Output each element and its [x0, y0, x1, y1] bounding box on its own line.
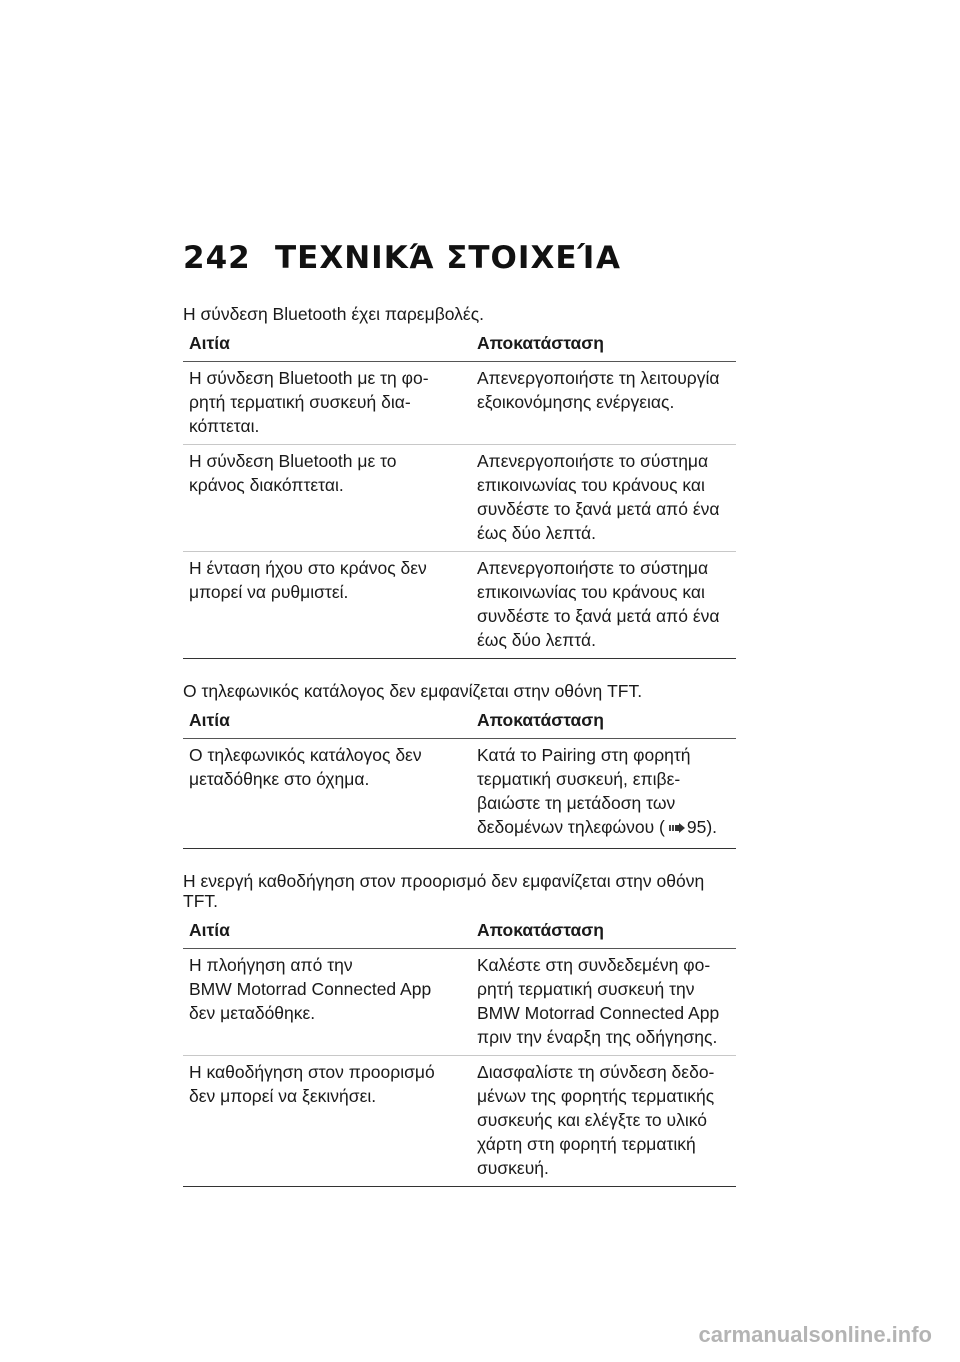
- remedy-cell: Καλέστε στη συνδεδεμένη φο- ρητή τερματική συσκευή την BMW Motorrad Connected App πριν την έναρξη της οδήγησης.: [477, 955, 720, 1047]
- watermark: carmanualsonline.info: [698, 1322, 932, 1347]
- table-row: [183, 552, 736, 659]
- remedy-cell: Απενεργοποιήστε το σύστημα επικοινωνίας του κράνους και συνδέστε το ξανά μετά από ένα έως δύο λεπτά.: [477, 558, 720, 650]
- cause-cell: Η ένταση ήχου στο κράνος δεν μπορεί να ρυθμιστεί.: [189, 558, 427, 602]
- cause-cell: Η σύνδεση Bluetooth με τη φο- ρητή τερματική συσκευή δια- κόπτεται.: [189, 368, 429, 436]
- page-reference[interactable]: 95: [686, 817, 707, 838]
- cause-cell: Ο τηλεφωνικός κατάλογος δεν μεταδόθηκε στο όχημα.: [189, 745, 422, 789]
- remedy-text: Κατά το Pairing στη φορητή τερματική συσκευή, επιβε- βαιώστε τη μετάδοση των δεδομένων τηλεφώνου: [477, 745, 691, 838]
- remedy-cell: Διασφαλίστε τη σύνδεση δεδο- μένων της φορητής τερματικής συσκευής και ελέγξτε το υλικό χάρτη στη φορητή τερματική συσκευή.: [477, 1062, 715, 1178]
- header-cause: Αιτία: [189, 333, 230, 353]
- table-header-row: [183, 704, 736, 739]
- table-header-row: [183, 914, 736, 949]
- table-row: [183, 1056, 736, 1187]
- header-remedy: Αποκατάσταση: [477, 710, 604, 730]
- section-intro: Η ενεργή καθοδήγηση στον προορισμό δεν εμφανίζεται στην οθόνη TFT.: [183, 871, 705, 911]
- section-phonebook-missing: [183, 681, 736, 849]
- cause-cell: Η πλοήγηση από την BMW Motorrad Connected App δεν μεταδόθηκε.: [189, 955, 432, 1023]
- section-intro: Ο τηλεφωνικός κατάλογος δεν εμφανίζεται στην οθόνη TFT.: [183, 681, 643, 701]
- troubleshooting-content: [183, 304, 736, 1209]
- page-number: 242: [183, 240, 251, 276]
- section-intro: Η σύνδεση Bluetooth έχει παρεμβολές.: [183, 304, 485, 324]
- header-remedy: Αποκατάσταση: [477, 333, 604, 353]
- page-header: [183, 240, 621, 276]
- remedy-cell: Απενεργοποιήστε το σύστημα επικοινωνίας του κράνους και συνδέστε το ξανά μετά από ένα έως δύο λεπτά.: [477, 451, 720, 543]
- remedy-cell: Απενεργοποιήστε τη λειτουργία εξοικονόμησης ενέργειας.: [477, 368, 720, 412]
- table-row: [183, 362, 736, 445]
- chapter-title: ΤΕΧΝΙΚΆ ΣΤΟΙΧΕΊΑ: [275, 240, 621, 276]
- table-row: [183, 445, 736, 552]
- page-reference-arrow-icon: [669, 815, 685, 839]
- cause-cell: Η καθοδήγηση στον προορισμό δεν μπορεί να ξεκινήσει.: [189, 1062, 435, 1106]
- header-cause: Αιτία: [189, 920, 230, 940]
- remedy-cell: Κατά το Pairing στη φορητή τερματική συσκευή, επιβε- βαιώστε τη μετάδοση των δεδομένων τηλεφώνου ( 95).: [477, 745, 718, 838]
- header-remedy: Αποκατάσταση: [477, 920, 604, 940]
- section-bluetooth-interference: [183, 304, 736, 659]
- cause-remedy-table: [183, 704, 736, 849]
- cause-remedy-table: [183, 327, 736, 659]
- table-row: [183, 949, 736, 1056]
- cause-cell: Η σύνδεση Bluetooth με το κράνος διακόπτεται.: [189, 451, 397, 495]
- section-navigation-missing: [183, 871, 736, 1187]
- table-header-row: [183, 327, 736, 362]
- table-row: [183, 739, 736, 849]
- cause-remedy-table: [183, 914, 736, 1187]
- header-cause: Αιτία: [189, 710, 230, 730]
